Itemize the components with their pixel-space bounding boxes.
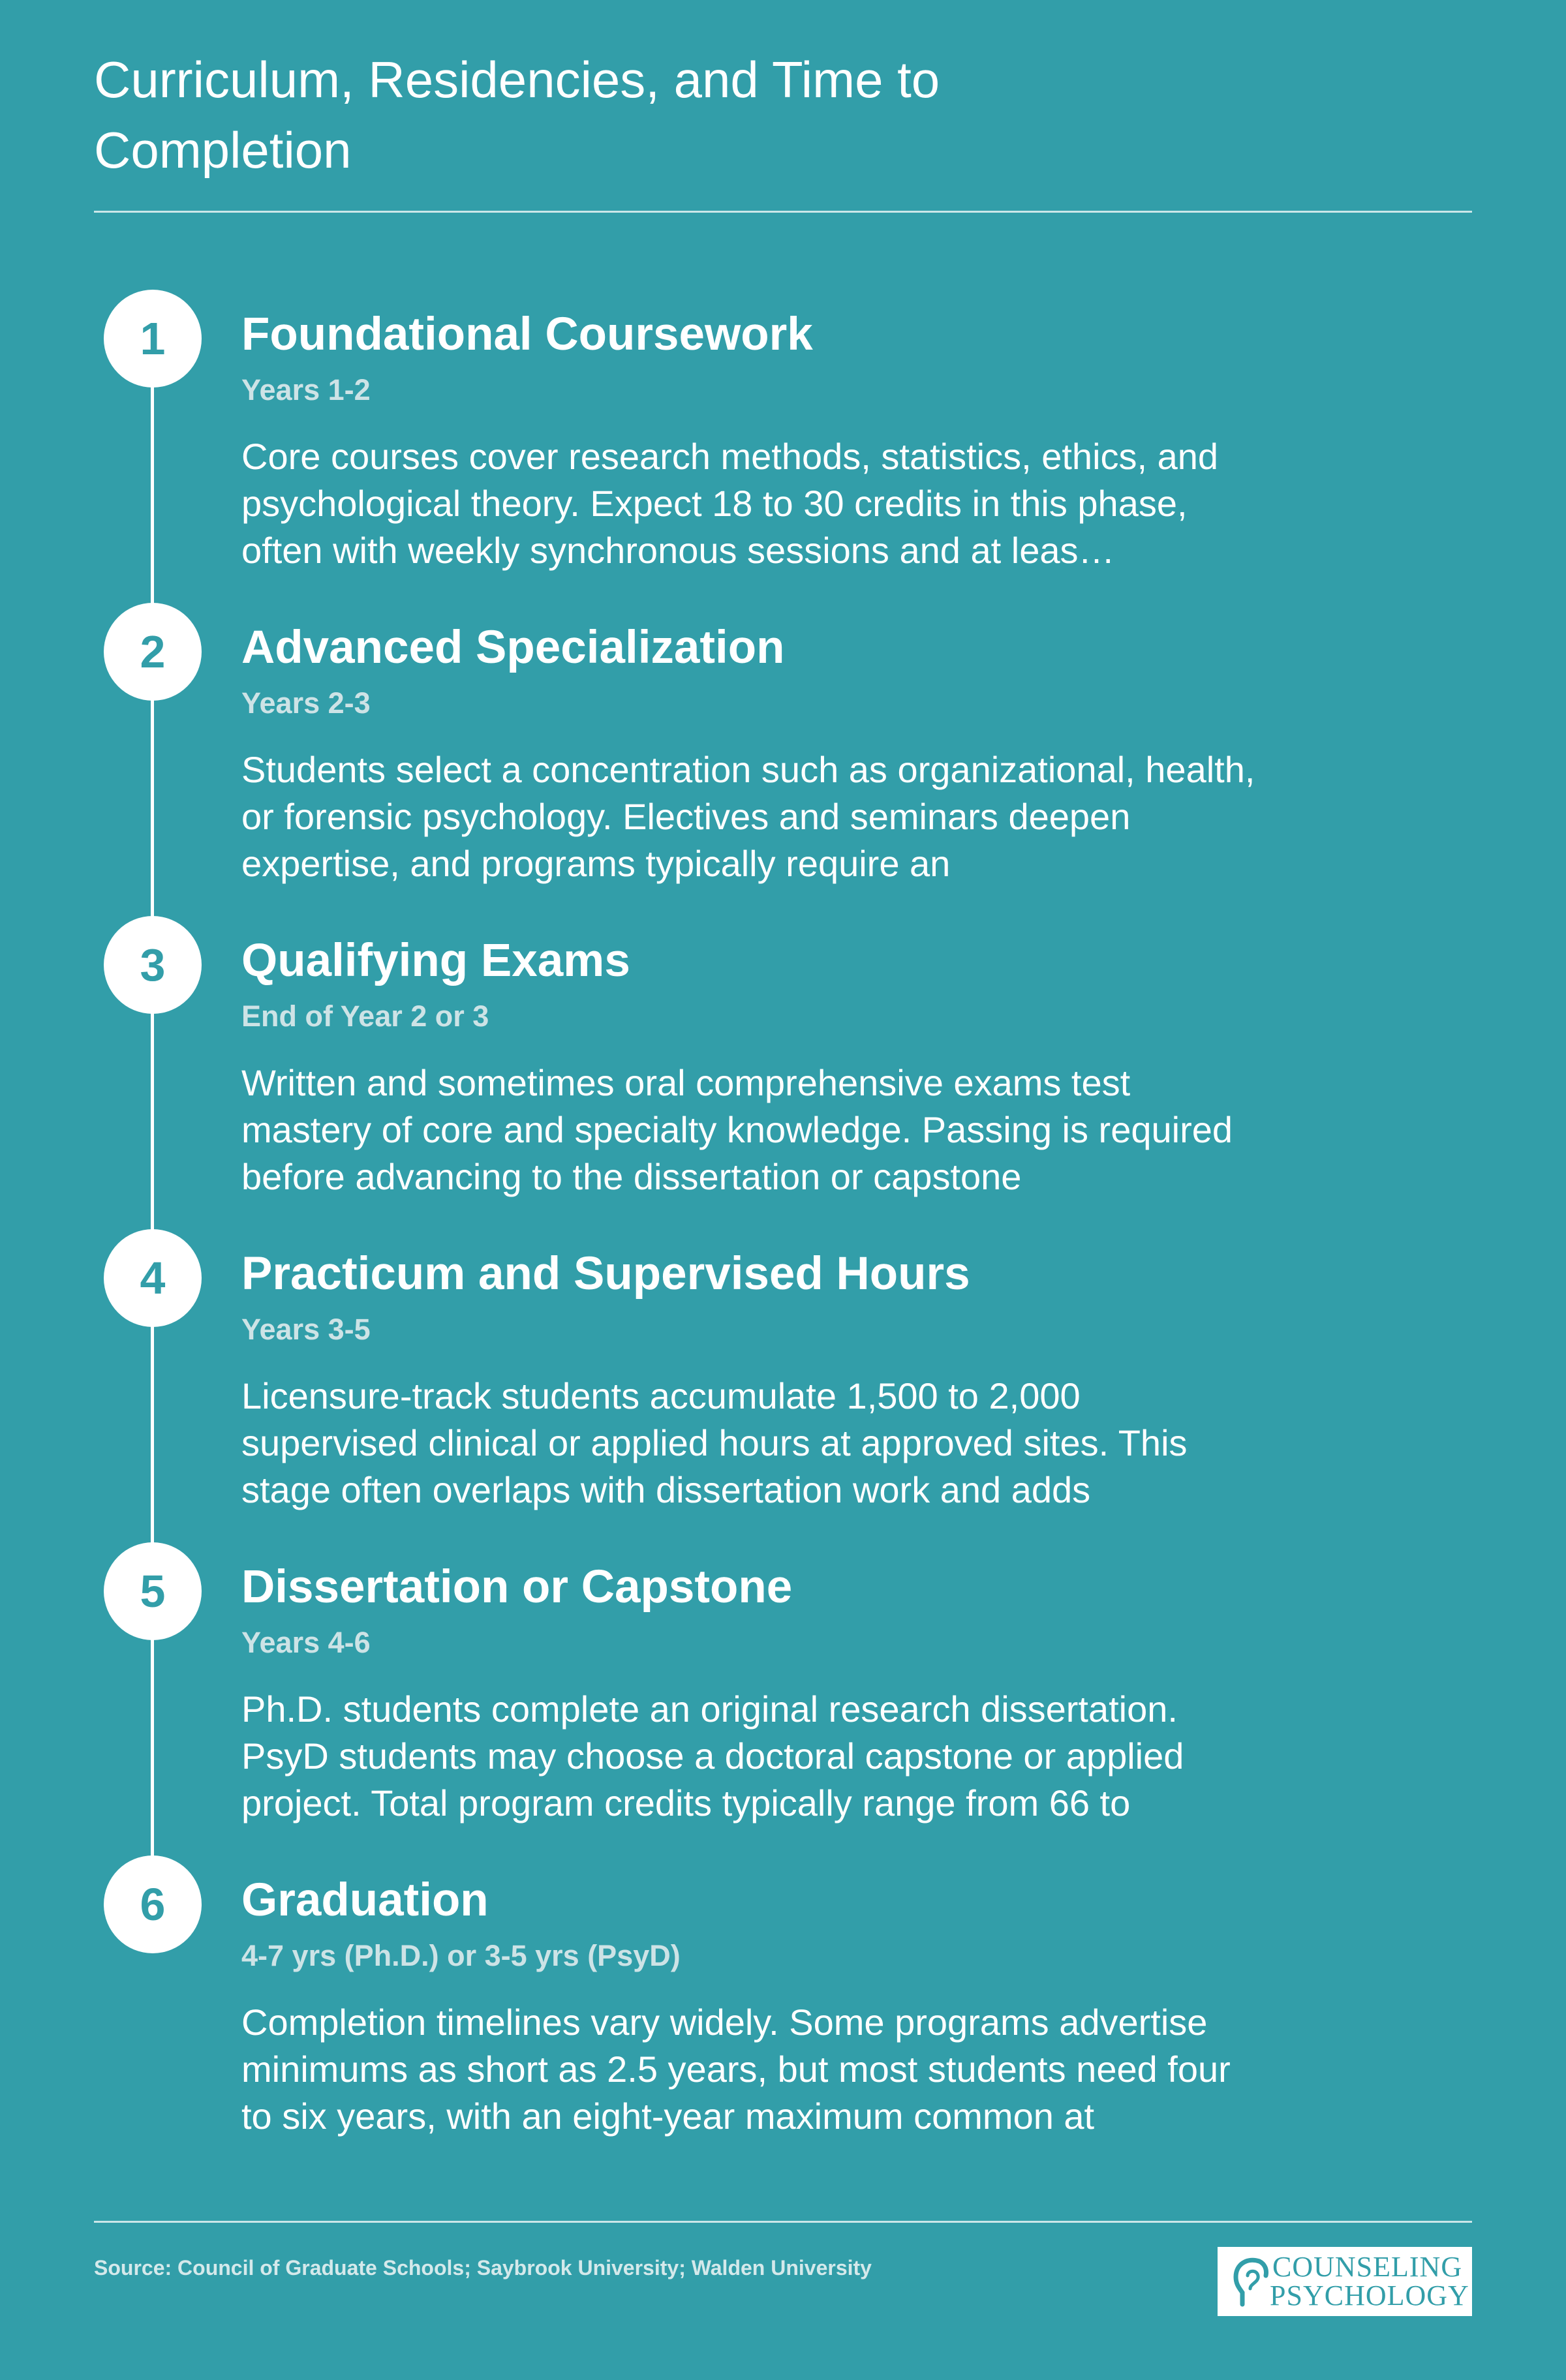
logo-text-line-2: PSYCHOLOGY [1270, 2280, 1469, 2311]
logo-text-line-1: COUNSELING [1272, 2251, 1463, 2283]
step-number-badge: 4 [104, 1229, 202, 1327]
step-timeframe: 4-7 yrs (Ph.D.) or 3-5 yrs (PsyD) [241, 1939, 681, 1972]
step-title: Advanced Specialization [241, 622, 785, 673]
step-description: Written and sometimes oral comprehensive exams test mastery of core and specialty knowledge. Passing is required before advancing to the dissertation or capstone [241, 1062, 1233, 1197]
page-title: Curriculum, Residencies, and Time to Completion [94, 51, 940, 179]
step-number-badge: 5 [104, 1542, 202, 1640]
step-timeframe: Years 1-2 [241, 373, 371, 406]
step-title: Graduation [241, 1874, 489, 1926]
head-profile-icon [1231, 2256, 1268, 2307]
step-timeframe: Years 2-3 [241, 686, 371, 720]
step-description: Licensure-track students accumulate 1,500 to 2,000 supervised clinical or applied hours at approved sites. This stage often overlaps with dissertation work and adds [241, 1375, 1188, 1510]
counseling-psychology-logo [1218, 2247, 1472, 2316]
step-description: Completion timelines vary widely. Some programs advertise minimums as short as 2.5 years, but most students need four to six years, with an eight-year maximum common at [241, 2002, 1231, 2137]
step-description: Ph.D. students complete an original research dissertation. PsyD students may choose a doctoral capstone or applied project. Total program credits typically range from 66 to [241, 1688, 1184, 1823]
step-timeframe: End of Year 2 or 3 [241, 999, 489, 1033]
step-description: Students select a concentration such as organizational, health, or forensic psychology. Electives and seminars deepen expertise, and programs typically require an [241, 749, 1255, 884]
footer-divider [94, 2221, 1472, 2223]
title-divider [94, 211, 1472, 213]
step-title: Practicum and Supervised Hours [241, 1248, 970, 1300]
step-number-badge: 1 [104, 290, 202, 388]
timeline-line [151, 337, 154, 1908]
step-title: Qualifying Exams [241, 935, 630, 986]
source-note: Source: Council of Graduate Schools; Saybrook University; Walden University [94, 2256, 872, 2280]
step-timeframe: Years 3-5 [241, 1313, 371, 1346]
step-number-badge: 2 [104, 603, 202, 701]
step-title: Foundational Coursework [241, 309, 813, 360]
step-number-badge: 3 [104, 916, 202, 1014]
step-title: Dissertation or Capstone [241, 1561, 793, 1613]
step-timeframe: Years 4-6 [241, 1626, 371, 1659]
step-description: Core courses cover research methods, statistics, ethics, and psychological theory. Expect 18 to 30 credits in this phase, often with weekly synchronous sessions and at leas… [241, 436, 1219, 571]
step-number-badge: 6 [104, 1855, 202, 1953]
